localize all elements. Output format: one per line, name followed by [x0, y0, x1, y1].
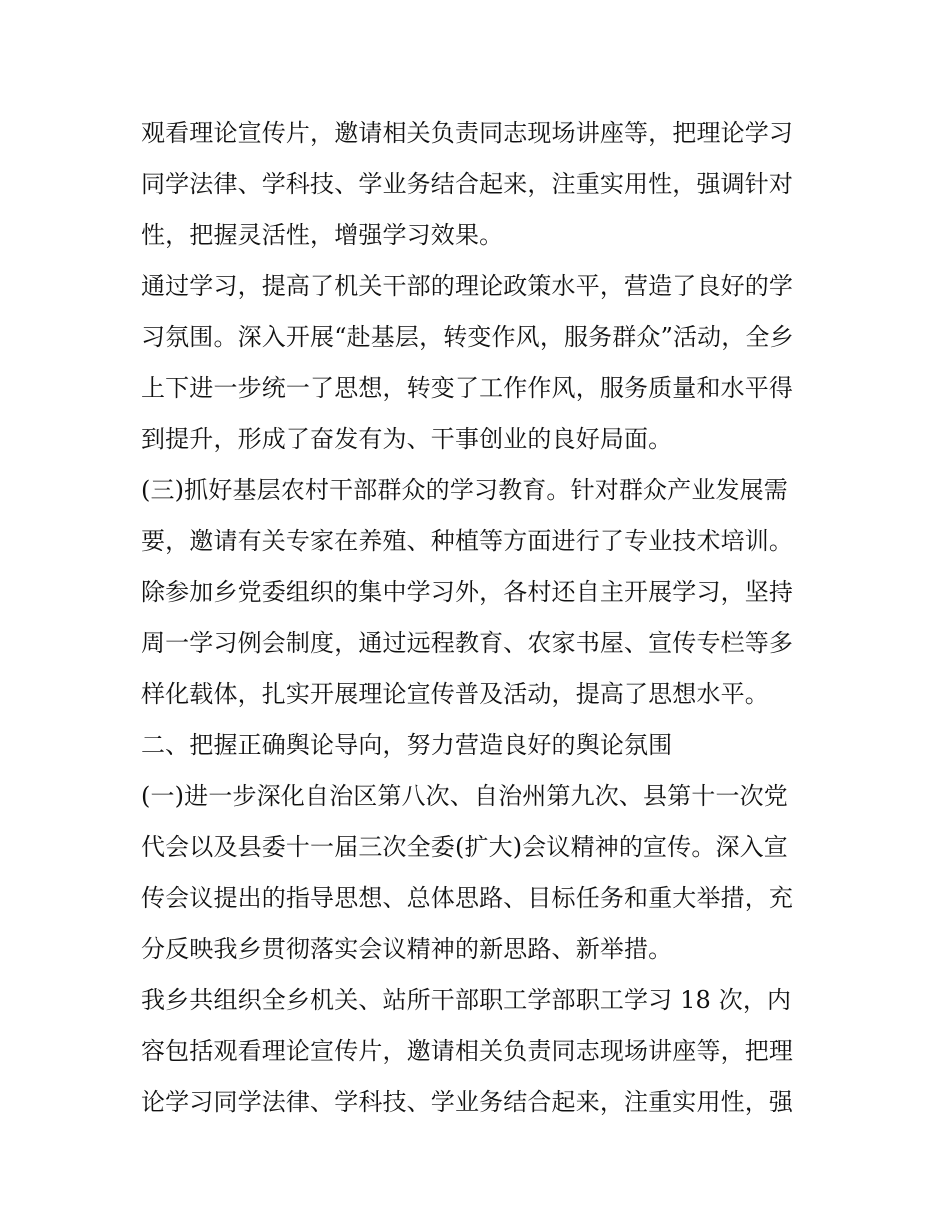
text-line-4: 通过学习，提高了机关干部的理论政策水平，营造了良好的学 [141, 272, 794, 300]
text-line-16: 传会议提出的指导思想、总体思路、目标任务和重大举措，充 [141, 884, 794, 912]
text-line-10: 除参加乡党委组织的集中学习外，各村还自主开展学习，坚持 [141, 578, 794, 606]
text-line-11: 周一学习例会制度，通过远程教育、农家书屋、宣传专栏等多 [141, 629, 794, 657]
text-line-6: 上下进一步统一了思想，转变了工作作风，服务质量和水平得 [141, 374, 794, 402]
text-line-1: 观看理论宣传片，邀请相关负责同志现场讲座等，把理论学习 [141, 119, 794, 147]
text-line-3: 性，把握灵活性，增强学习效果。 [141, 221, 504, 249]
text-line-19: 容包括观看理论宣传片，邀请相关负责同志现场讲座等，把理 [141, 1037, 794, 1065]
text-line-12: 样化载体，扎实开展理论宣传普及活动，提高了思想水平。 [141, 680, 769, 708]
document-body [141, 108, 821, 1128]
text-line-9: 要，邀请有关专家在养殖、种植等方面进行了专业技术培训。 [141, 527, 794, 555]
text-line-18: 我乡共组织全乡机关、站所干部职工学部职工学习 18 次，内 [141, 986, 792, 1014]
text-line-17: 分反映我乡贯彻落实会议精神的新思路、新举措。 [141, 935, 673, 963]
text-line-2: 同学法律、学科技、学业务结合起来，注重实用性，强调针对 [141, 170, 794, 198]
text-line-8: (三)抓好基层农村干部群众的学习教育。针对群众产业发展需 [141, 476, 788, 504]
section-heading-line: 二、把握正确舆论导向，努力营造良好的舆论氛围 [141, 731, 673, 759]
text-line-15: 代会以及县委十一届三次全委(扩大)会议精神的宣传。深入宣 [141, 833, 788, 861]
text-line-7: 到提升，形成了奋发有为、干事创业的良好局面。 [141, 425, 673, 453]
text-line-20: 论学习同学法律、学科技、学业务结合起来，注重实用性，强 [141, 1088, 794, 1116]
text-line-5: 习氛围。深入开展“赴基层，转变作风，服务群众”活动，全乡 [141, 323, 794, 351]
text-line-14: (一)进一步深化自治区第八次、自治州第九次、县第十一次党 [141, 782, 788, 810]
